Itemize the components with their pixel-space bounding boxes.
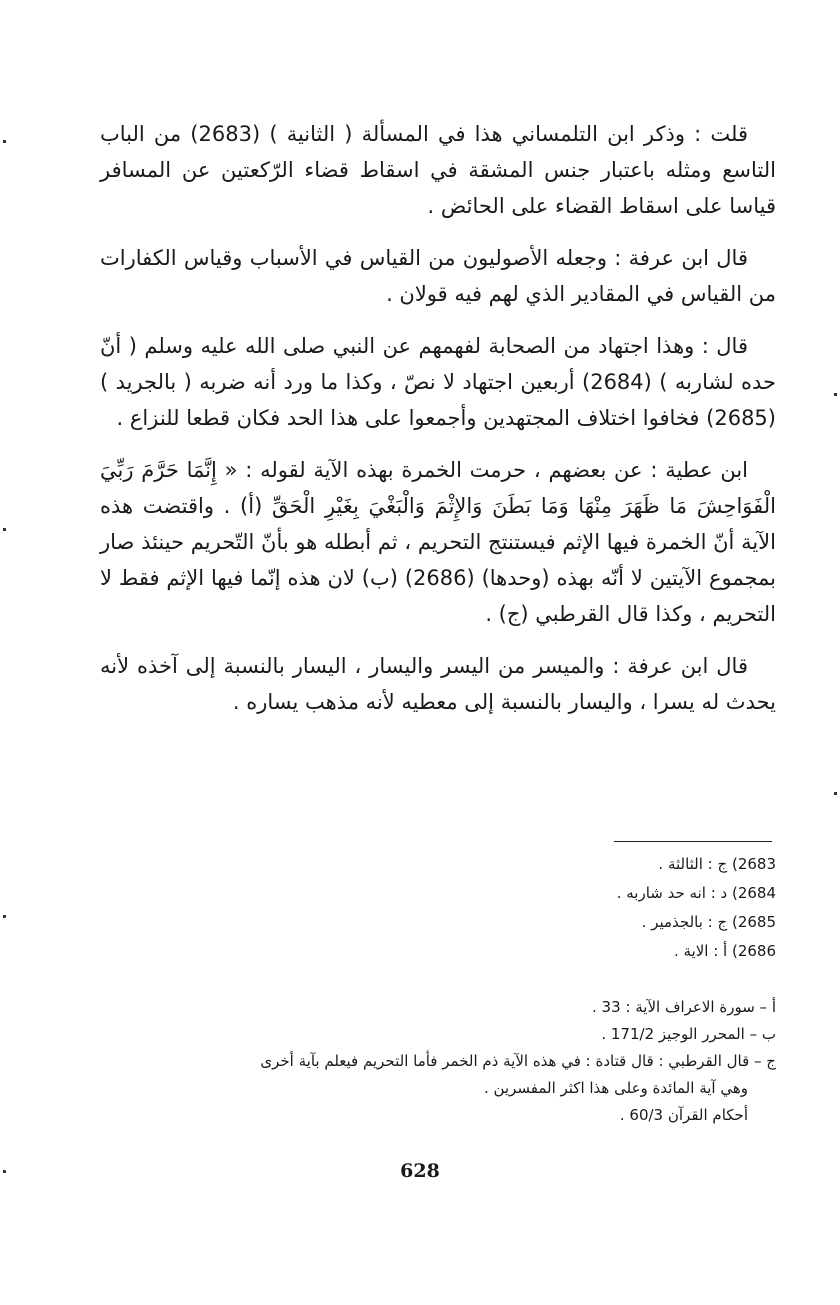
- paragraph-1: قلت : وذكر ابن التلمساني هذا في المسألة ( الثانية ) (2683) من الباب التاسع ومثله باعتبار جنس المشقة في اسقاط قضاء الرّكعتين عن المسافر قياسا على اسقاط القضاء على الحائض .: [100, 122, 776, 218]
- paragraph-5: قال ابن عرفة : والميسر من اليسر واليسار ، اليسار بالنسبة إلى آخذه لأنه يحدث له يسرا ، واليسار بالنسبة إلى معطيه لأنه مذهب يساره .: [100, 654, 776, 714]
- reference-jim-source: أحكام القرآن 60/3 .: [619, 1106, 748, 1124]
- page-number: 628: [400, 1160, 440, 1182]
- paragraph-4: ابن عطية : عن بعضهم ، حرمت الخمرة بهذه الآية لقوله : « إِنَّمَا حَرَّمَ رَبِّيَ الْفَوَاحِشَ مَا ظَهَرَ مِنْهَا وَمَا بَطَنَ وَالإِثْمَ وَالْبَغْيَ بِغَيْرِ الْحَقِّ (أ) . واقتضت هذه الآية أنّ الخمرة فيها الإثم فيستنتج التحريم ، ثم أبطله هو بأنّ التّحريم حينئذ صار بمجموع الآيتين لا أنّه بهذه (وحدها) (2686) (ب) لان هذه إنّما فيها الإثم فقط لا التحريم ، وكذا قال القرطبي (ج) .: [100, 458, 776, 626]
- reference-alif: أ – سورة الاعراف الآية : 33 .: [592, 998, 776, 1016]
- footnotes-list: [500, 850, 776, 966]
- reference-jim-continued: وهي آية المائدة وعلى هذا اكثر المفسرين .: [483, 1079, 748, 1097]
- references-list: [100, 994, 776, 1129]
- paragraph-2: قال ابن عرفة : وجعله الأصوليون من القياس في الأسباب وقياس الكفارات من القياس في المقادير الذي لهم فيه قولان .: [100, 246, 776, 306]
- scan-edge-mark: [834, 393, 837, 396]
- footnote-2685: 2685) ج : بالجذمير .: [641, 913, 776, 931]
- scan-edge-mark: [3, 1170, 6, 1173]
- reference-ba: ب – المحرر الوجيز 171/2 .: [601, 1025, 776, 1043]
- main-text-body: [100, 116, 776, 720]
- paragraph-3: قال : وهذا اجتهاد من الصحابة لفهمهم عن النبي صلى الله عليه وسلم ( أنّ حده لشاربه ) (2684) أربعين اجتهاد لا نصّ ، وكذا ما ورد أنه ضربه ( بالجريد ) (2685) فخافوا اختلاف المجتهدين وأجمعوا على هذا الحد فكان قطعا للنزاع .: [100, 334, 776, 430]
- scan-edge-mark: [834, 792, 837, 795]
- footnote-2686: 2686) أ : الاية .: [673, 942, 776, 960]
- reference-jim: ج – قال القرطبي : قال قتادة : في هذه الآية ذم الخمر فأما التحريم فيعلم بآية أخرى: [260, 1052, 776, 1070]
- scan-edge-mark: [3, 528, 6, 531]
- scan-edge-mark: [3, 140, 6, 143]
- footnote-divider: [614, 841, 772, 842]
- footnote-2684: 2684) د : انه حد شاربه .: [616, 884, 776, 902]
- footnote-2683: 2683) ج : الثالثة .: [658, 855, 776, 873]
- scan-edge-mark: [3, 915, 6, 918]
